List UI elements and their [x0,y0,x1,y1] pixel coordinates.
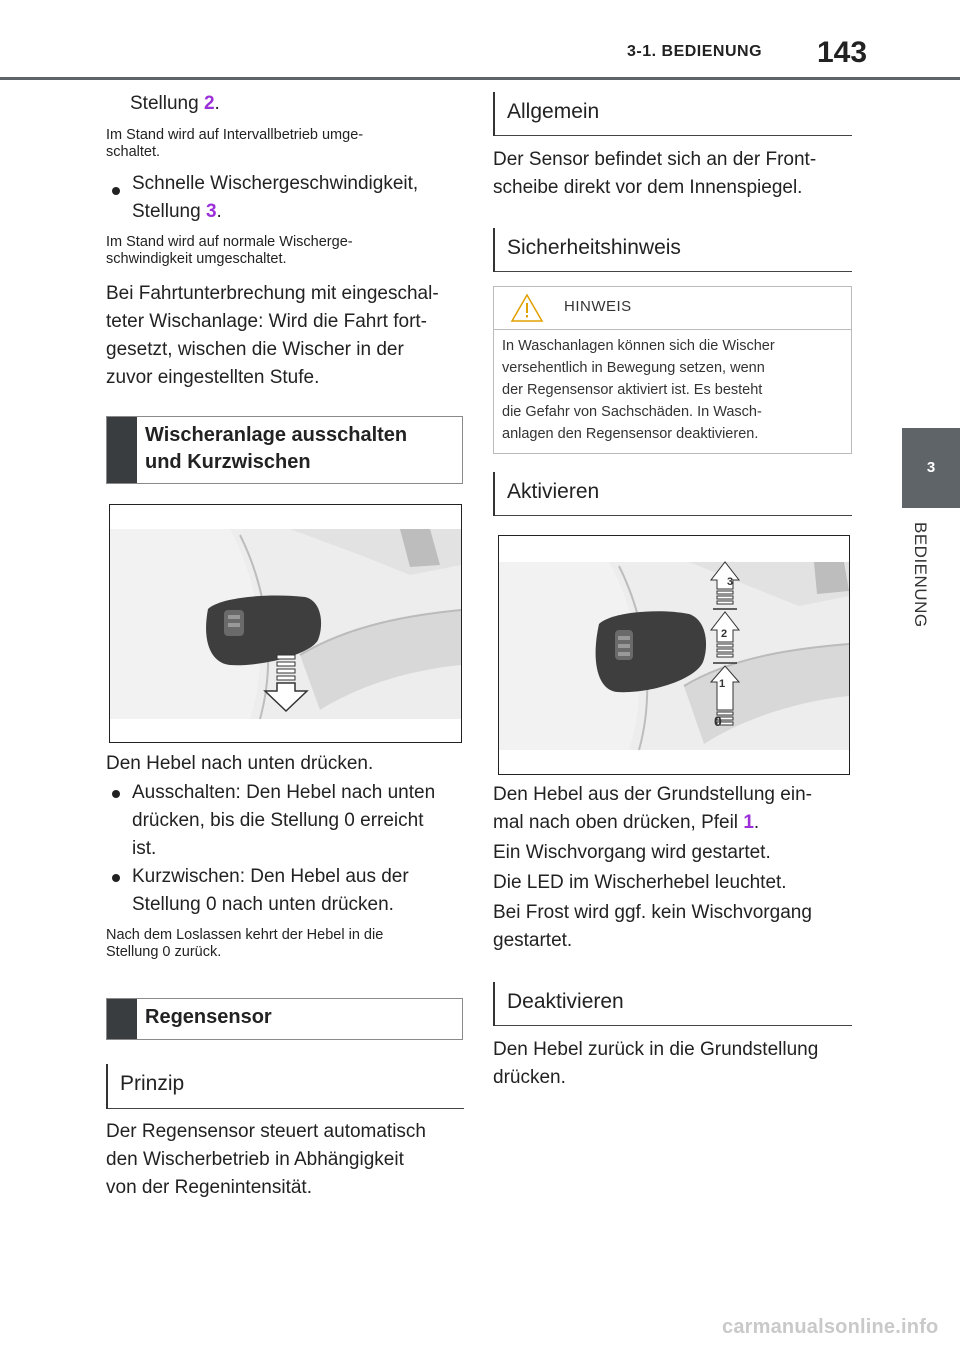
page-number: 143 [817,36,868,69]
section-heading: Regensensor [145,1006,272,1028]
arrow-label-2: 2 [721,628,728,640]
section-heading-box [106,416,463,484]
lever-up-illustration [499,536,849,774]
paragraph-interruption: Bei Fahrtunterbrechung mit eingeschal- teter Wischanlage: Wird die Fahrt fort- gesetzt, wischen die Wischer in der zuvor eingestellten Stufe. [106,283,439,388]
bullet-fast-speed [132,170,418,226]
text: Schnelle Wischergeschwindigkeit, [132,173,419,194]
note-release: Nach dem Loslassen kehrt der Hebel in die Stellung 0 zurück. [106,927,384,960]
section-heading: Wischeranlage ausschalten und Kurzwischen [145,424,408,473]
warning-note [493,286,852,454]
figure-lever-down [109,504,462,743]
text: Stellung [132,201,206,222]
header-section-title: 3-1. BEDIENUNG [627,43,763,60]
text: . [216,201,222,222]
line-stellung-2 [130,90,220,118]
paragraph-activate [493,781,853,837]
paragraph-frost: Bei Frost wird ggf. kein Wischvorgang gestartet. [493,902,812,951]
figure-lever-up [498,535,850,775]
warning-triangle-icon [510,293,544,323]
warning-note-title: HINWEIS [564,298,632,315]
warning-note-body: In Waschanlagen können sich die Wischer versehentlich in Bewegung setzen, wenn der Regensensor aktiviert ist. Es besteht die Gefahr von Sachschäden. In Wasch- anlagen den Regensensor deaktivieren. [502,338,775,442]
heading-bar [107,417,137,483]
subheading-underline [495,515,852,516]
chapter-tab-label: BEDIENUNG [911,522,930,628]
warning-note-header [494,287,851,330]
arrow-label-3: 3 [727,576,734,588]
arrow-number: 1 [743,812,754,833]
subheading-underline [495,271,852,272]
paragraph-sensor-location: Der Sensor befindet sich an der Front- scheibe direkt vor dem Innenspiegel. [493,149,817,198]
subheading: Deaktivieren [507,990,624,1013]
subheading-underline [495,135,852,136]
subheading-underline [108,1108,464,1109]
text: Den Hebel aus der Grundstellung ein- mal nach oben drücken, Pfeil [493,784,812,833]
paragraph-led: Die LED im Wischerhebel leuchtet. [493,872,787,893]
chapter-tab-number: 3 [902,428,960,508]
subheading-box [493,982,852,1026]
subheading-box [106,1064,464,1109]
bullet-kurzwischen: Kurzwischen: Den Hebel aus der Stellung 0 nach unten drücken. [132,866,409,915]
arrow-label-1: 1 [719,678,726,690]
subheading: Allgemein [507,100,600,123]
section-heading-box [106,998,463,1040]
bullet-dot [112,790,120,798]
bullet-dot [112,187,120,195]
subheading-box [493,472,852,516]
bullet-ausschalten: Ausschalten: Den Hebel nach unten drücken, bis die Stellung 0 erreicht ist. [132,782,436,859]
paragraph-principle: Der Regensensor steuert automatisch den Wischerbetrieb in Abhängigkeit von der Regenintensität. [106,1121,426,1198]
subheading: Sicherheitshinweis [507,236,681,259]
position-number: 3 [205,201,217,222]
position-number: 2 [203,93,215,114]
lever-down-illustration [110,505,461,742]
position-label-0: 0 [714,713,722,729]
subheading-underline [495,1025,852,1026]
subheading-box [493,228,852,272]
subheading: Prinzip [120,1072,185,1095]
text: . [214,93,220,114]
bullet-dot [112,874,120,882]
watermark: carmanualsonline.info [722,1316,939,1338]
paragraph-deactivate: Den Hebel zurück in die Grundstellung drücken. [493,1039,819,1088]
caption-lever-down: Den Hebel nach unten drücken. [106,753,374,774]
heading-bar [107,999,137,1039]
header-rule [0,77,960,80]
subheading: Aktivieren [507,480,600,503]
text: Stellung [130,93,204,114]
note-normal-speed: Im Stand wird auf normale Wischerge- schwindigkeit umgeschaltet. [106,234,353,267]
paragraph-wipe-started: Ein Wischvorgang wird gestartet. [493,842,771,863]
subheading-box [493,92,852,136]
note-interval: Im Stand wird auf Intervallbetrieb umge- schaltet. [106,127,364,160]
text: . [753,812,760,833]
